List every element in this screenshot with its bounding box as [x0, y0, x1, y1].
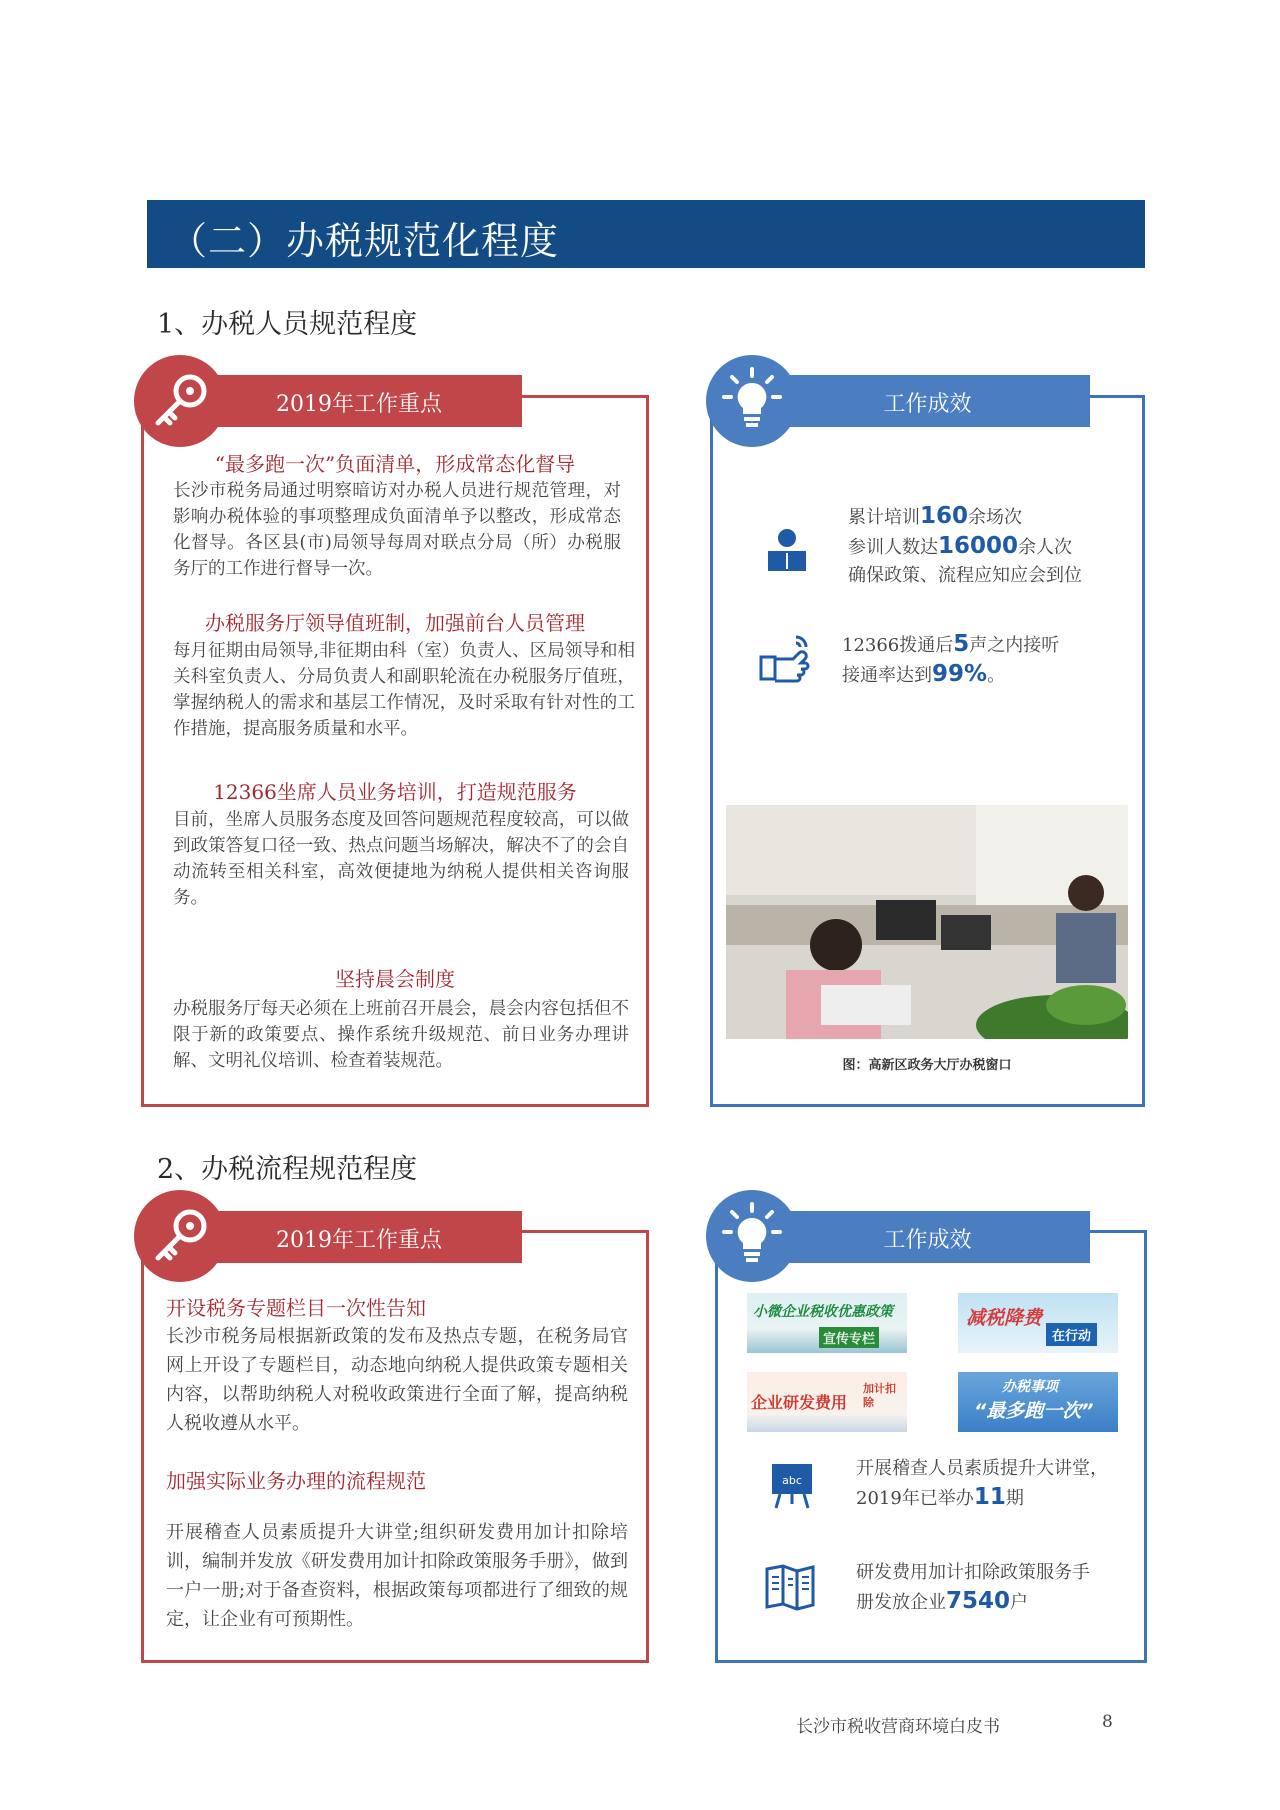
blackboard-icon [768, 1460, 816, 1510]
focus-label: 2019年工作重点 [276, 1228, 442, 1253]
section-title: （二）办税规范化程度 [169, 219, 560, 263]
subsection-title-2: 2、办税流程规范程度 [157, 1154, 418, 1185]
lecture-stat: 开展稽查人员素质提升大讲堂， 2019年已举办11期 [856, 1458, 1108, 1510]
focus-item-body: 每月征期由局领导,非征期由科（室）负责人、区局领导和相关科室负责人、分局负责人和副职轮流在办税服务厅值班，掌握纳税人的需求和基层工作情况，及时采取有针对性的工作措施，提高服务质量和水平。 [173, 641, 635, 739]
focus-item-title: 坚持晨会制度 [335, 967, 455, 991]
focus-item-title: 办税服务厅领导值班制，加强前台人员管理 [205, 611, 585, 635]
focus-item-body: 办税服务厅每天必须在上班前召开晨会，晨会内容包括但不限于新的政策要点、操作系统升级规范、前日业务办理讲解、文明礼仪培训、检查着装规范。 [173, 999, 629, 1071]
results-tab-1 [765, 375, 1090, 427]
focus-item-title: 开设税务专题栏目一次性告知 [166, 1296, 426, 1320]
banner-rd-deduction[interactable]: 企业研发费用 加计扣除 [747, 1372, 907, 1432]
page-number: 8 [1102, 1712, 1113, 1732]
handbook-count-value: 7540 [946, 1588, 1011, 1614]
results-label: 工作成效 [883, 1228, 972, 1253]
trainee-count-value: 16000 [938, 533, 1019, 559]
office-photo [726, 805, 1128, 1039]
banner-one-trip[interactable]: 办税事项 “最多跑一次” [958, 1372, 1118, 1432]
lecture-count-value: 11 [973, 1484, 1006, 1510]
key-icon [134, 1190, 226, 1282]
photo-caption: 图：高新区政务大厅办税窗口 [842, 1058, 1012, 1073]
focus-label: 2019年工作重点 [276, 392, 442, 417]
focus-item-title: 加强实际业务办理的流程规范 [166, 1469, 426, 1493]
results-label: 工作成效 [883, 392, 972, 417]
section-banner [147, 200, 1145, 268]
handbook-stat: 研发费用加计扣除政策服务手 册发放企业7540户 [856, 1562, 1090, 1614]
focus-item-title: “最多跑一次”负面清单，形成常态化督导 [214, 452, 576, 476]
banner-tax-reduction[interactable]: 减税降费 在行动 [958, 1293, 1118, 1353]
rings-value: 5 [953, 631, 970, 657]
focus-item-title: 12366坐席人员业务培训，打造规范服务 [213, 780, 577, 804]
key-icon [134, 355, 226, 447]
training-stat: 累计培训160余场次 参训人数达16000余人次 确保政策、流程应知应会到位 [848, 503, 1082, 586]
banner-small-business[interactable]: 小微企业税收优惠政策 宣传专栏 [747, 1293, 907, 1353]
book-icon [764, 1563, 816, 1611]
results-tab-2 [765, 1211, 1090, 1263]
focus-tab-2 [196, 1211, 522, 1263]
focus-item-body: 长沙市税务局通过明察暗访对办税人员进行规范管理，对影响办税体验的事项整理成负面清单予以整改，形成常态化督导。各区县(市)局领导每周对联点分局（所）办税服务厅的工作进行督导一次。 [173, 481, 621, 579]
focus-item-body: 长沙市税务局根据新政策的发布及热点专题，在税务局官网上开设了专题栏目，动态地向纳税人提供政策专题相关内容，以帮助纳税人对税收政策进行全面了解，提高纳税人税收遵从水平。 [166, 1326, 628, 1434]
reader-icon [764, 527, 810, 577]
lightbulb-icon [706, 355, 798, 447]
lightbulb-icon [706, 1190, 798, 1282]
subsection-title-1: 1、办税人员规范程度 [157, 309, 418, 340]
svg-text:abc: abc [782, 1474, 802, 1487]
focus-item-body: 目前，坐席人员服务态度及回答问题规范程度较高，可以做到政策答复口径一致、热点问题当场解决，解决不了的会自动流转至相关科室，高效便捷地为纳税人提供相关咨询服务。 [173, 810, 629, 908]
answer-rate-value: 99% [932, 661, 988, 687]
focus-item-body: 开展稽查人员素质提升大讲堂;组织研发费用加计扣除培训，编制并发放《研发费用加计扣除政策服务手册》，做到一户一册;对于备查资料，根据政策每项都进行了细致的规定，让企业有可预期性。 [166, 1522, 628, 1630]
training-sessions-value: 160 [920, 503, 969, 529]
focus-tab-1 [196, 375, 522, 427]
hotline-stat: 12366拨通后5声之内接听 接通率达到99%。 [842, 631, 1060, 687]
phone-hand-icon [758, 635, 812, 697]
footer-title: 长沙市税收营商环境白皮书 [796, 1717, 1000, 1737]
